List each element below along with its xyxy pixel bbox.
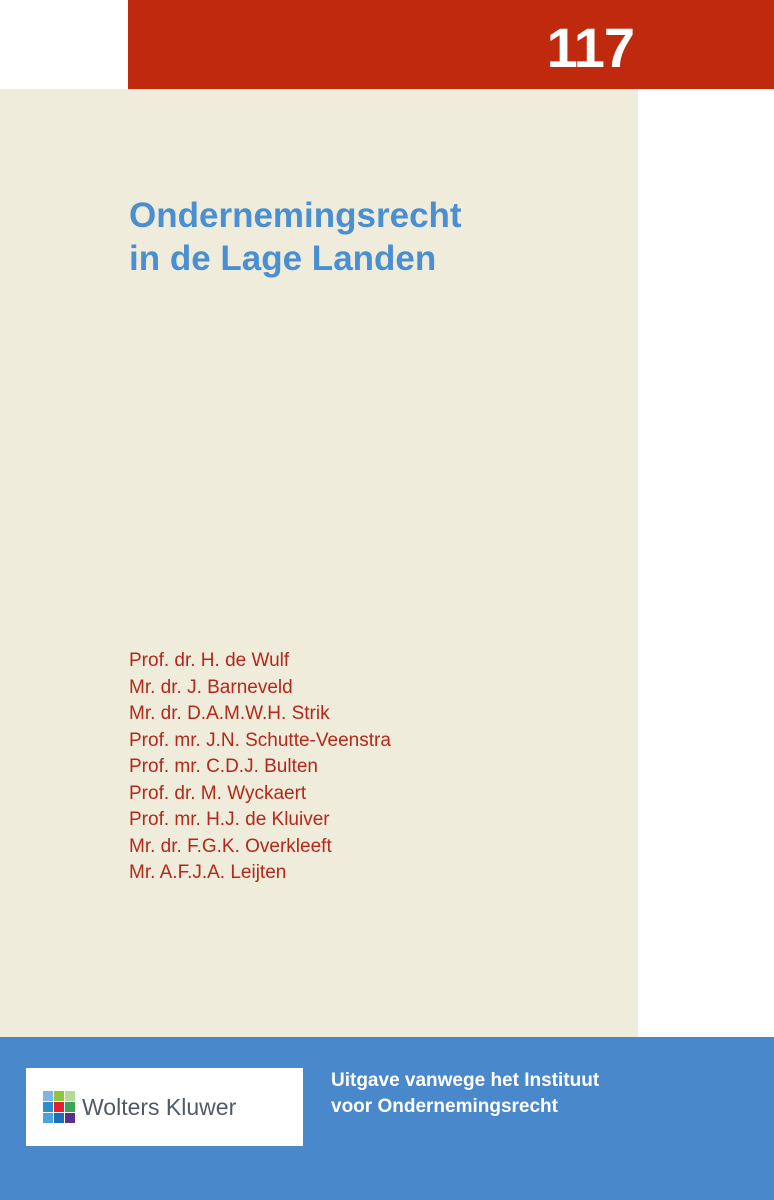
author-name: Mr. A.F.J.A. Leijten	[129, 862, 287, 883]
author-name: Mr. dr. J. Barneveld	[129, 676, 293, 698]
book-title-line: Ondernemingsrecht	[129, 196, 462, 235]
author-name: Prof. mr. H.J. de Kluiver	[129, 809, 330, 830]
author-name: Prof. mr. J.N. Schutte-Veenstra	[129, 729, 391, 751]
author-name: Prof. dr. M. Wyckaert	[129, 782, 307, 804]
series-band	[128, 0, 774, 89]
author-name: Mr. dr. F.G.K. Overkleeft	[129, 835, 332, 857]
wolters-kluwer-logo-icon	[42, 1090, 76, 1124]
author-list	[129, 648, 391, 887]
author-name: Prof. dr. H. de Wulf	[129, 650, 290, 671]
publisher-note-line: Uitgave vanwege het Instituut	[331, 1070, 600, 1091]
publisher-note-line: voor Ondernemingsrecht	[331, 1096, 558, 1117]
book-title-line: in de Lage Landen	[129, 239, 437, 278]
publisher-logo	[26, 1068, 303, 1146]
series-number: 117	[546, 16, 634, 79]
author-name: Prof. mr. C.D.J. Bulten	[129, 756, 318, 777]
author-name: Mr. dr. D.A.M.W.H. Strik	[129, 703, 330, 724]
publisher-logo-text: Wolters Kluwer	[82, 1094, 237, 1120]
publisher-note	[331, 1068, 751, 1120]
book-title	[129, 194, 609, 280]
